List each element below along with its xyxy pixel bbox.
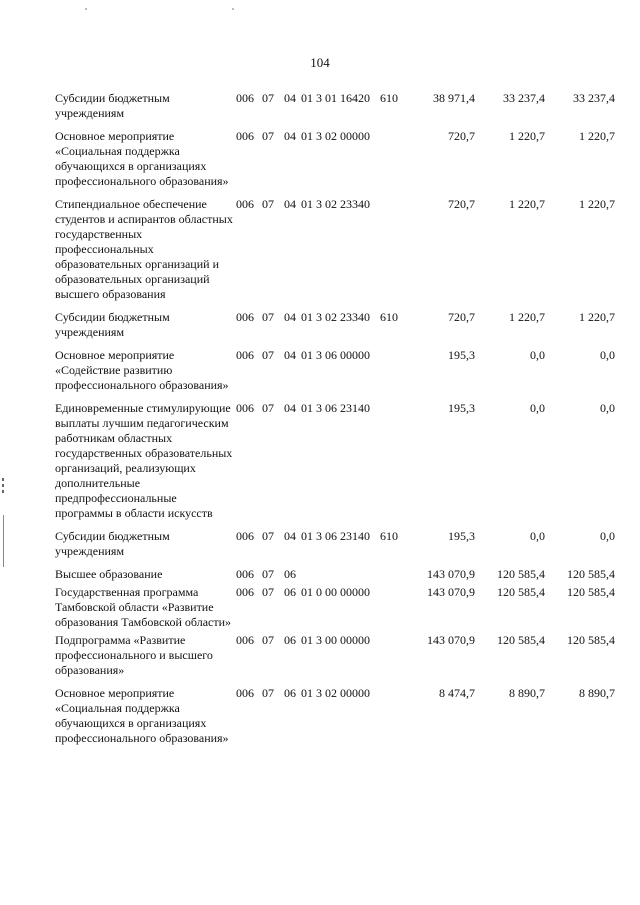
row-name: Высшее образование <box>55 567 163 581</box>
page-number: 104 <box>310 55 330 70</box>
amount-year-2: 0,0 <box>530 401 545 415</box>
amount-year-3: 1 220,7 <box>579 310 615 324</box>
amount-year-1: 143 070,9 <box>427 567 475 581</box>
amount-year-2: 8 890,7 <box>509 686 545 700</box>
amount-year-3: 120 585,4 <box>567 585 615 599</box>
grbs-code: 006 <box>236 529 254 543</box>
table-row <box>55 585 630 630</box>
amount-year-3: 120 585,4 <box>567 633 615 647</box>
grbs-code: 006 <box>236 310 254 324</box>
amount-year-2: 120 585,4 <box>497 633 545 647</box>
grbs-code: 006 <box>236 567 254 581</box>
scan-speck <box>232 8 234 10</box>
target-article-code: 01 3 06 23140 <box>301 401 370 415</box>
target-article-code: 01 3 06 23140 <box>301 529 370 543</box>
table-row <box>55 91 630 121</box>
amount-year-3: 0,0 <box>600 348 615 362</box>
row-name: Субсидии бюджетным учреждениям <box>55 91 170 120</box>
amount-year-2: 120 585,4 <box>497 567 545 581</box>
table-row <box>55 686 630 746</box>
amount-year-2: 1 220,7 <box>509 310 545 324</box>
grbs-code: 006 <box>236 585 254 599</box>
row-name: Единовременные стимулирующие выплаты лучшим педагогическим работникам областных государственных образовательных организаций, реализующих дополнительные предпрофессиональные программы в области искусств <box>55 401 233 520</box>
amount-year-1: 720,7 <box>448 197 475 211</box>
margin-scan-bar <box>3 515 4 567</box>
grbs-code: 006 <box>236 633 254 647</box>
amount-year-2: 120 585,4 <box>497 585 545 599</box>
grbs-code: 006 <box>236 686 254 700</box>
table-row <box>55 129 630 189</box>
podrazdel-code: 04 <box>284 91 296 105</box>
grbs-code: 006 <box>236 197 254 211</box>
amount-year-2: 1 220,7 <box>509 129 545 143</box>
table-row <box>55 348 630 393</box>
amount-year-1: 38 971,4 <box>433 91 475 105</box>
razdel-code: 07 <box>262 401 274 415</box>
podrazdel-code: 06 <box>284 567 296 581</box>
row-name: Подпрограмма «Развитие профессионального и высшего образования» <box>55 633 213 677</box>
amount-year-2: 0,0 <box>530 348 545 362</box>
amount-year-3: 0,0 <box>600 529 615 543</box>
row-name: Основное мероприятие «Социальная поддержка обучающихся в организациях профессионального образования» <box>55 686 229 745</box>
row-name: Субсидии бюджетным учреждениям <box>55 529 170 558</box>
amount-year-1: 8 474,7 <box>439 686 475 700</box>
row-name: Субсидии бюджетным учреждениям <box>55 310 170 339</box>
amount-year-2: 1 220,7 <box>509 197 545 211</box>
amount-year-3: 0,0 <box>600 401 615 415</box>
target-article-code: 01 3 06 00000 <box>301 348 370 362</box>
target-article-code: 01 0 00 00000 <box>301 585 370 599</box>
amount-year-1: 195,3 <box>448 529 475 543</box>
podrazdel-code: 04 <box>284 348 296 362</box>
row-name: Основное мероприятие «Социальная поддержка обучающихся в организациях профессионального образования» <box>55 129 229 188</box>
grbs-code: 006 <box>236 348 254 362</box>
amount-year-1: 720,7 <box>448 129 475 143</box>
razdel-code: 07 <box>262 129 274 143</box>
target-article-code: 01 3 00 00000 <box>301 633 370 647</box>
podrazdel-code: 06 <box>284 633 296 647</box>
razdel-code: 07 <box>262 585 274 599</box>
scan-speck <box>85 8 87 10</box>
grbs-code: 006 <box>236 129 254 143</box>
amount-year-3: 8 890,7 <box>579 686 615 700</box>
razdel-code: 07 <box>262 348 274 362</box>
podrazdel-code: 04 <box>284 401 296 415</box>
amount-year-1: 195,3 <box>448 348 475 362</box>
podrazdel-code: 06 <box>284 585 296 599</box>
razdel-code: 07 <box>262 310 274 324</box>
target-article-code: 01 3 01 16420 <box>301 91 370 105</box>
amount-year-3: 1 220,7 <box>579 197 615 211</box>
razdel-code: 07 <box>262 91 274 105</box>
table-row <box>55 529 630 559</box>
budget-table <box>55 91 630 746</box>
table-row <box>55 310 630 340</box>
table-row <box>55 197 630 302</box>
razdel-code: 07 <box>262 686 274 700</box>
target-article-code: 01 3 02 00000 <box>301 129 370 143</box>
podrazdel-code: 06 <box>284 686 296 700</box>
target-article-code: 01 3 02 00000 <box>301 686 370 700</box>
row-name: Стипендиальное обеспечение студентов и аспирантов областных государственных профессиональных образовательных организаций и образовательных организаций высшего образования <box>55 197 233 301</box>
grbs-code: 006 <box>236 91 254 105</box>
amount-year-1: 195,3 <box>448 401 475 415</box>
razdel-code: 07 <box>262 567 274 581</box>
amount-year-2: 33 237,4 <box>503 91 545 105</box>
podrazdel-code: 04 <box>284 529 296 543</box>
amount-year-3: 1 220,7 <box>579 129 615 143</box>
target-article-code: 01 3 02 23340 <box>301 197 370 211</box>
expense-type-code: 610 <box>380 529 398 543</box>
grbs-code: 006 <box>236 401 254 415</box>
amount-year-3: 33 237,4 <box>573 91 615 105</box>
expense-type-code: 610 <box>380 310 398 324</box>
amount-year-1: 143 070,9 <box>427 585 475 599</box>
razdel-code: 07 <box>262 633 274 647</box>
table-row <box>55 567 630 582</box>
podrazdel-code: 04 <box>284 197 296 211</box>
margin-scan-marks <box>2 478 4 498</box>
razdel-code: 07 <box>262 529 274 543</box>
podrazdel-code: 04 <box>284 129 296 143</box>
razdel-code: 07 <box>262 197 274 211</box>
target-article-code: 01 3 02 23340 <box>301 310 370 324</box>
amount-year-3: 120 585,4 <box>567 567 615 581</box>
amount-year-1: 143 070,9 <box>427 633 475 647</box>
table-row <box>55 633 630 678</box>
amount-year-2: 0,0 <box>530 529 545 543</box>
podrazdel-code: 04 <box>284 310 296 324</box>
row-name: Основное мероприятие «Содействие развитию профессионального образования» <box>55 348 229 392</box>
table-row <box>55 401 630 521</box>
expense-type-code: 610 <box>380 91 398 105</box>
amount-year-1: 720,7 <box>448 310 475 324</box>
row-name: Государственная программа Тамбовской области «Развитие образования Тамбовской области» <box>55 585 232 629</box>
